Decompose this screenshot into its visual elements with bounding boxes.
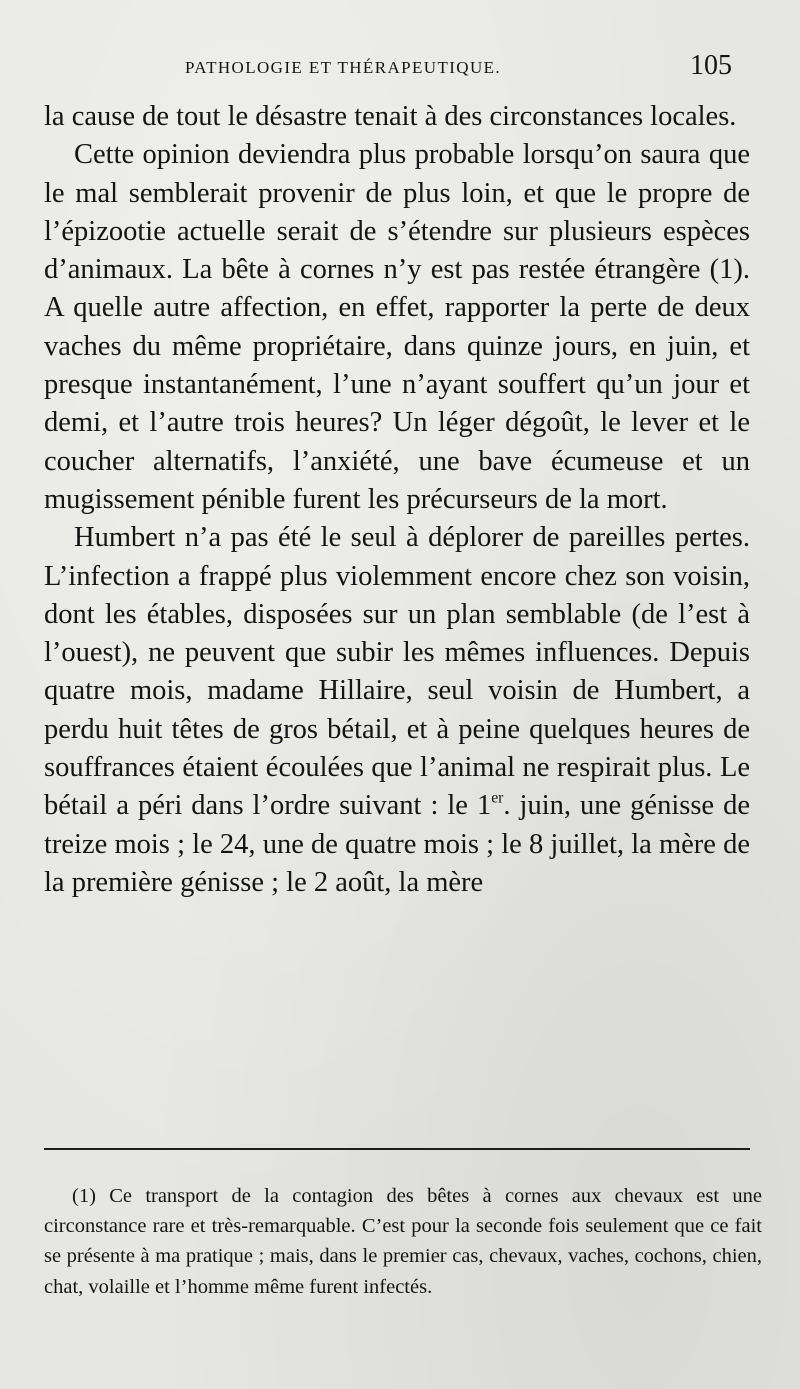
page-number: 105 bbox=[690, 50, 732, 81]
running-title: PATHOLOGIE ET THÉRAPEUTIQUE. bbox=[185, 58, 502, 77]
paragraph-humbert-tail: . juin, une génisse de treize mois ; le 24, une de quatre mois ; le 8 juillet, la mère de la première génisse ; le 2 août, la mère bbox=[44, 790, 750, 898]
footnote-divider bbox=[44, 1148, 750, 1150]
paragraph-humbert bbox=[44, 519, 750, 902]
main-text bbox=[44, 98, 750, 902]
ordinal-superscript: er bbox=[491, 789, 504, 807]
footnote bbox=[44, 1181, 762, 1302]
footnote-text: (1) Ce transport de la contagion des bêtes à cornes aux chevaux est une circonstance rare et très-remarquable. C’est pour la seconde fois seulement que ce fait se présente à ma pratique ; mais, dans le premier cas, chevaux, vaches, cochons, chien, chat, volaille et l’homme même furent infectés. bbox=[44, 1185, 762, 1298]
paragraph-continued: la cause de tout le désastre tenait à des circonstances locales. bbox=[44, 101, 737, 132]
paragraph-humbert-day: 1 bbox=[476, 790, 492, 822]
page-header bbox=[0, 48, 800, 88]
paragraph-humbert-text: Humbert n’a pas été le seul à déplorer de pareilles pertes. L’infection a frappé plus violemment encore chez son voisin, dont les étables, disposées sur un plan semblable (de l’est à l’ouest), ne peuvent que subir les mêmes influences. Depuis quatre mois, madame Hillaire, seul voisin de Humbert, a perdu huit têtes de gros bétail, et à peine quelques heures de souffrances étaient écoulées que l’animal ne respirait plus. Le bétail a péri dans l’ordre suivant : le bbox=[44, 522, 750, 822]
paragraph-opinion: Cette opinion deviendra plus probable lorsqu’on saura que le mal semblerait provenir de plus loin, et que le propre de l’épizootie actuelle serait de s’étendre sur plusieurs espèces d’animaux. La bête à cornes n’y est pas restée étrangère (1). A quelle autre affection, en effet, rapporter la perte de deux vaches du même propriétaire, dans quinze jours, en juin, et presque instantanément, l’une n’ayant souffert qu’un jour et demi, et l’autre trois heures? Un léger dégoût, le lever et le coucher alternatifs, l’anxiété, une bave écumeuse et un mugissement pénible furent les précurseurs de la mort. bbox=[44, 139, 750, 515]
